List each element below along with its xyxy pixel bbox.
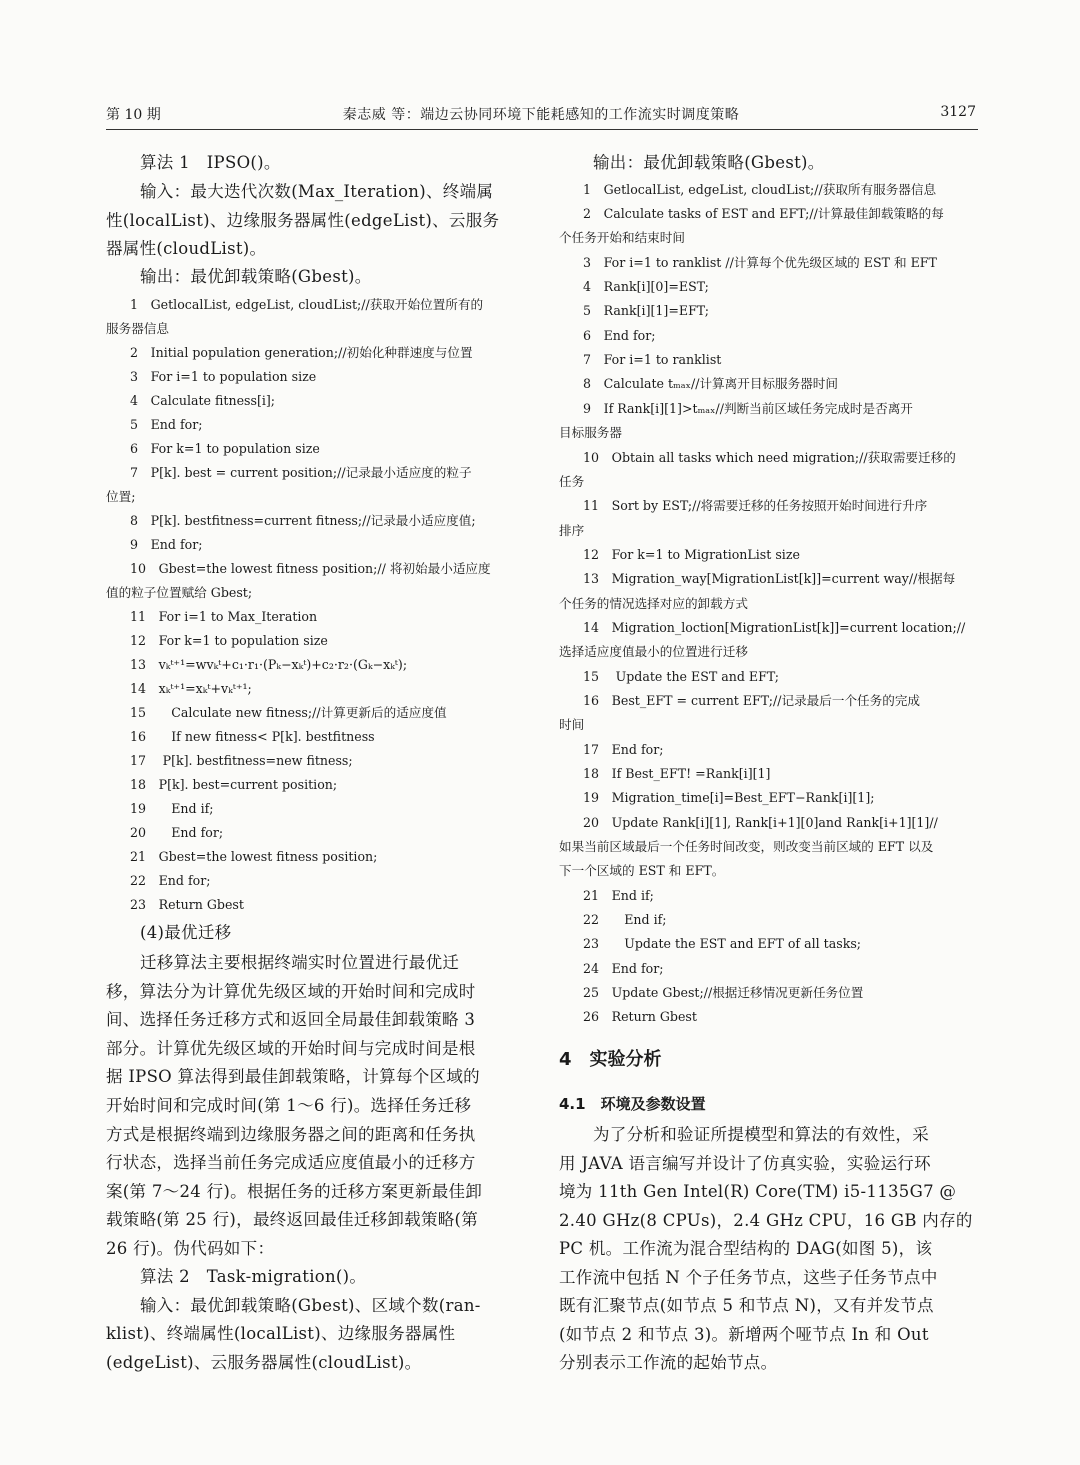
right-line: 个任务开始和结束时间	[559, 230, 685, 245]
right-line: 16 Best_EFT = current EFT;//记录最后一个任务的完成	[583, 693, 921, 708]
header-rule	[106, 129, 978, 130]
left-line: 6 For k=1 to population size	[130, 441, 320, 456]
right-line: 21 End if;	[583, 888, 654, 903]
left-line: 8 P[k]. bestfitness=current fitness;//记录最小适应度值;	[130, 513, 476, 528]
left-line: 性(localList)、边缘服务器属性(edgeList)、云服务	[106, 211, 500, 230]
page-number: 3127	[940, 104, 976, 120]
right-line: 9 If Rank[i][1]>tₘₐₓ//判断当前区域任务完成时是否离开	[583, 401, 913, 416]
left-line: 移，算法分为计算优先级区域的开始时间和完成时	[106, 982, 476, 1001]
left-line: 19 End if;	[130, 801, 214, 816]
left-line: 迁移算法主要根据终端实时位置进行最优迁	[140, 953, 460, 972]
right-line: 目标服务器	[559, 425, 622, 440]
left-line: 16 If new fitness< P[k]. bestfitness	[130, 729, 375, 744]
right-line: 输出：最优卸载策略(Gbest)。	[593, 153, 825, 172]
left-line: 9 End for;	[130, 537, 203, 552]
right-line: 1 GetlocalList, edgeList, cloudList;//获取所有服务器信息	[583, 182, 937, 197]
right-line: 选择适应度值最小的位置进行迁移	[559, 644, 748, 659]
page-header	[106, 104, 976, 126]
left-line: 算法 2 Task-migration()。	[140, 1267, 367, 1286]
right-line: 18 If Best_EFT! =Rank[i][1]	[583, 766, 771, 781]
right-line: 11 Sort by EST;//将需要迁移的任务按照开始时间进行升序	[583, 498, 928, 513]
left-line: 部分。计算优先级区域的开始时间与完成时间是根	[106, 1039, 476, 1058]
right-line: 7 For i=1 to ranklist	[583, 352, 722, 367]
left-line: 3 For i=1 to population size	[130, 369, 317, 384]
left-line: 18 P[k]. best=current position;	[130, 777, 338, 792]
left-line: 21 Gbest=the lowest fitness position;	[130, 849, 378, 864]
left-line: 14 xₖᵗ⁺¹=xₖᵗ+vₖᵗ⁺¹;	[130, 681, 252, 696]
left-line: 10 Gbest=the lowest fitness position;// 将初始最小适应度	[130, 561, 491, 576]
right-line: 10 Obtain all tasks which need migration;//获取需要迁移的	[583, 450, 956, 465]
right-line: PC 机。工作流为混合型结构的 DAG(如图 5)，该	[559, 1239, 933, 1258]
right-line: 19 Migration_time[i]=Best_EFT−Rank[i][1];	[583, 790, 875, 805]
right-line: 时间	[559, 717, 585, 732]
running-title: 秦志威 等：端边云协同环境下能耗感知的工作流实时调度策略	[342, 107, 740, 123]
left-line: 输入：最优卸载策略(Gbest)、区域个数(ran-	[140, 1296, 481, 1315]
left-line: 13 vₖᵗ⁺¹=wvₖᵗ+c₁·r₁·(Pₖ−xₖᵗ)+c₂·r₂·(Gₖ−xₖᵗ);	[130, 657, 408, 672]
right-line: 17 End for;	[583, 742, 664, 757]
left-line: 22 End for;	[130, 873, 211, 888]
left-line: 案(第 7～24 行)。根据任务的迁移方案更新最佳卸	[106, 1182, 483, 1201]
right-line: 15 Update the EST and EFT;	[583, 669, 780, 684]
right-line: 6 End for;	[583, 328, 656, 343]
right-line: (如节点 2 和节点 3)。新增两个哑节点 In 和 Out	[559, 1325, 929, 1344]
right-line: 既有汇聚节点(如节点 5 和节点 N)，又有并发节点	[559, 1296, 934, 1315]
left-line: 开始时间和完成时间(第 1～6 行)。选择任务迁移	[106, 1096, 472, 1115]
right-line: 4 实验分析	[559, 1049, 662, 1070]
left-line: 5 End for;	[130, 417, 203, 432]
left-line: 据 IPSO 算法得到最佳卸载策略，计算每个区域的	[106, 1067, 480, 1086]
left-line: 17 P[k]. bestfitness=new fitness;	[130, 753, 353, 768]
right-line: 用 JAVA 语言编写并设计了仿真实验，实验运行环	[559, 1154, 931, 1173]
right-line: 22 End if;	[583, 912, 667, 927]
left-line: 方式是根据终端到边缘服务器之间的距离和任务执	[106, 1125, 476, 1144]
right-line: 为了分析和验证所提模型和算法的有效性，采	[593, 1125, 929, 1144]
right-line: 25 Update Gbest;//根据迁移情况更新任务位置	[583, 985, 864, 1000]
right-line: 境为 11th Gen Intel(R) Core(TM) i5-1135G7 @	[559, 1182, 957, 1201]
left-line: 4 Calculate fitness[i];	[130, 393, 276, 408]
left-line: 1 GetlocalList, edgeList, cloudList;//获取开始位置所有的	[130, 297, 484, 312]
right-line: 12 For k=1 to MigrationList size	[583, 547, 800, 562]
right-line: 如果当前区域最后一个任务时间改变，则改变当前区域的 EFT 以及	[559, 839, 934, 854]
right-line: 2 Calculate tasks of EST and EFT;//计算最佳卸载策略的每	[583, 206, 944, 221]
left-line: 行状态，选择当前任务完成适应度值最小的迁移方	[106, 1153, 476, 1172]
left-line: klist)、终端属性(localList)、边缘服务器属性	[106, 1324, 456, 1343]
left-line: (4)最优迁移	[140, 923, 232, 942]
right-line: 5 Rank[i][1]=EFT;	[583, 303, 709, 318]
right-line: 20 Update Rank[i][1], Rank[i+1][0]and Rank[i+1][1]//	[583, 815, 938, 830]
right-line: 14 Migration_loction[MigrationList[k]]=current location;//	[583, 620, 966, 635]
left-line: 器属性(cloudList)。	[106, 239, 267, 258]
right-line: 4 Rank[i][0]=EST;	[583, 279, 709, 294]
left-line: 服务器信息	[106, 321, 169, 336]
right-line: 4.1 环境及参数设置	[559, 1095, 706, 1113]
right-line: 2.40 GHz(8 CPUs)，2.4 GHz CPU，16 GB 内存的	[559, 1211, 973, 1230]
left-line: 间、选择任务迁移方式和返回全局最佳卸载策略 3	[106, 1010, 476, 1029]
right-line: 下一个区域的 EST 和 EFT。	[559, 863, 725, 878]
right-line: 8 Calculate tₘₐₓ//计算离开目标服务器时间	[583, 376, 838, 391]
right-line: 23 Update the EST and EFT of all tasks;	[583, 936, 862, 951]
right-line: 3 For i=1 to ranklist //计算每个优先级区域的 EST 和 EFT	[583, 255, 937, 270]
issue-number: 第 10 期	[106, 107, 161, 123]
right-line: 个任务的情况选择对应的卸载方式	[559, 596, 748, 611]
left-line: 20 End for;	[130, 825, 224, 840]
left-line: 7 P[k]. best = current position;//记录最小适应度的粒子	[130, 465, 472, 480]
right-line: 排序	[559, 523, 585, 538]
right-line: 24 End for;	[583, 961, 664, 976]
left-line: 15 Calculate new fitness;//计算更新后的适应度值	[130, 705, 447, 720]
left-line: 11 For i=1 to Max_Iteration	[130, 609, 318, 624]
left-line: 算法 1 IPSO()。	[140, 153, 281, 172]
left-line: 23 Return Gbest	[130, 897, 244, 912]
left-line: 输出：最优卸载策略(Gbest)。	[140, 267, 372, 286]
left-line: (edgeList)、云服务器属性(cloudList)。	[106, 1353, 422, 1372]
left-line: 12 For k=1 to population size	[130, 633, 328, 648]
right-line: 工作流中包括 N 个子任务节点，这些子任务节点中	[559, 1268, 938, 1287]
right-line: 26 Return Gbest	[583, 1009, 697, 1024]
left-line: 26 行)。伪代码如下：	[106, 1239, 275, 1258]
left-line: 输入：最大迭代次数(Max_Iteration)、终端属	[140, 182, 494, 201]
left-line: 位置;	[106, 489, 136, 504]
right-line: 13 Migration_way[MigrationList[k]]=current way//根据每	[583, 571, 956, 586]
left-line: 值的粒子位置赋给 Gbest;	[106, 585, 253, 600]
left-line: 载策略(第 25 行)，最终返回最佳迁移卸载策略(第	[106, 1210, 479, 1229]
left-line: 2 Initial population generation;//初始化种群速度与位置	[130, 345, 473, 360]
right-line: 任务	[559, 474, 585, 489]
right-line: 分别表示工作流的起始节点。	[559, 1353, 778, 1372]
